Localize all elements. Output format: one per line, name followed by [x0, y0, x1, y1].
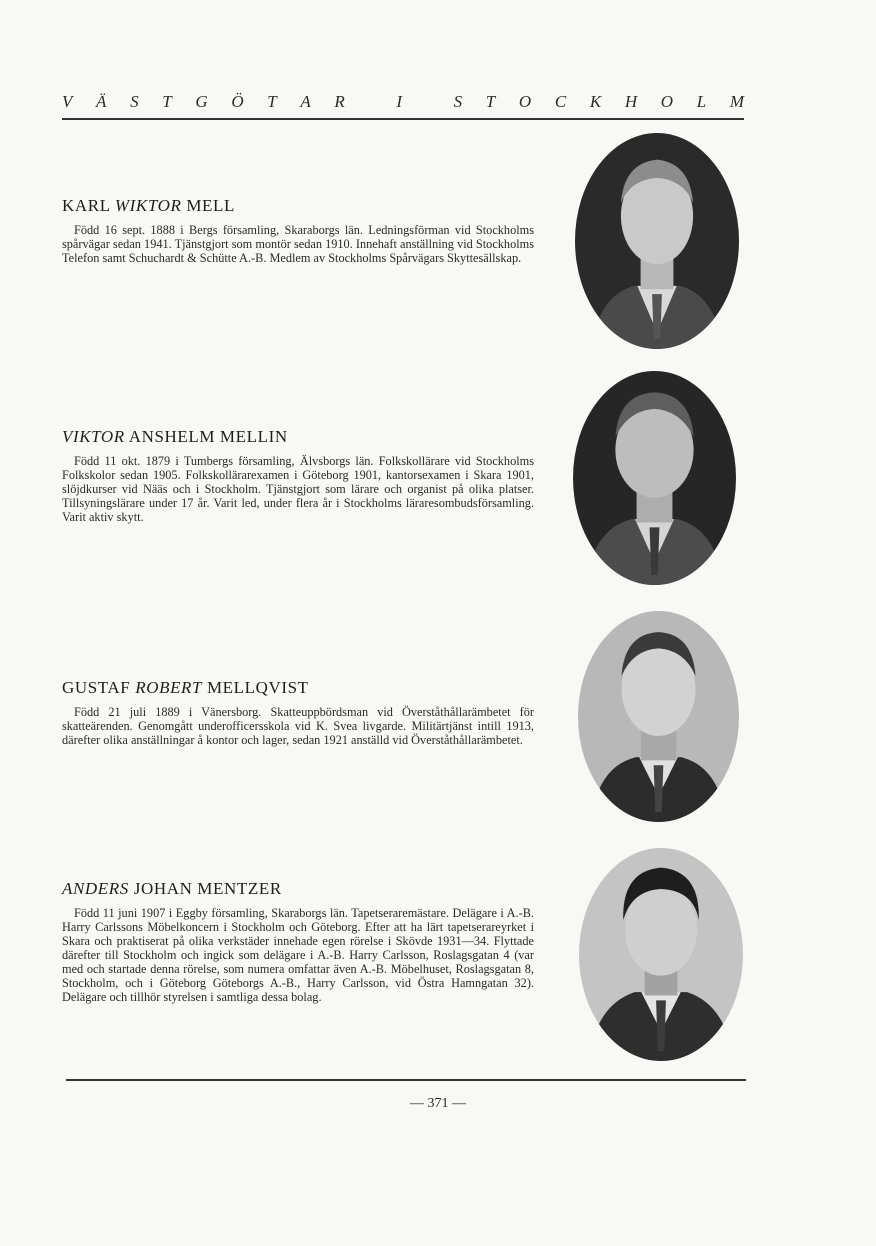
running-head-letter: M [729, 92, 744, 111]
running-head [62, 92, 744, 112]
running-head-letter: V [62, 92, 73, 111]
running-head-letter: S [453, 92, 463, 111]
biography-entry [62, 196, 534, 265]
person-name [62, 678, 534, 698]
name-part: KARL [62, 196, 115, 215]
running-head-space [426, 92, 430, 112]
running-head-letter: Ä [96, 92, 107, 111]
portrait-photo [579, 848, 743, 1061]
person-name [62, 879, 534, 899]
biography-text: Född 11 juni 1907 i Eggby församling, Skaraborgs län. Tapetseraremästare. Delägare i A.-B. Harry Carlssons Möbelkoncern i Stockholm och Göteborg. Efter att ha lärt tapetserareyrket i Skara och praktiserat på olika verkstäder innehade egen rörelse i Skövde 1931—34. Flyttade därefter till Stockholm och ingick som delägare i A.-B. Harry Carlsson, Roslagsgatan 4 (var med och startade denna rörelse, som numera omfattar även A.-B. Möbelhuset, Roslagsgatan 8, Stockholm, och i Göteborg Göteborgs A.-B., Harry Carlsson, vid Östra Hamngatan 32). Delägare och tillhör styrelsen i samtliga dessa bolag. [62, 906, 534, 1004]
page-number: — 371 — [410, 1096, 466, 1111]
biography-text: Född 16 sept. 1888 i Bergs församling, Skaraborgs län. Ledningsförman vid Stockholms spårvägar sedan 1941. Tjänstgjort som montör sedan 1910. Innehaft anställning vid Stockholms Telefon samt Schuchardt & Schütte A.-B. Medlem av Stockholms Spårvägars Skyttesällskap. [62, 223, 534, 265]
footer-rule [66, 1079, 746, 1081]
running-head-letter: O [518, 92, 532, 111]
running-head-letter: I [396, 92, 403, 111]
running-head-space [368, 92, 372, 112]
running-head-letter: C [554, 92, 567, 111]
running-head-letter: A [300, 92, 311, 111]
name-part: GUSTAF [62, 678, 136, 697]
name-part: MELLQVIST [202, 678, 309, 697]
portrait-photo [578, 611, 739, 822]
running-head-letter: Ö [231, 92, 244, 111]
name-part: MELL [181, 196, 236, 215]
biography-entry [62, 427, 534, 524]
person-name [62, 427, 534, 447]
name-part: JOHAN MENTZER [128, 879, 282, 898]
running-head-letter: L [696, 92, 707, 111]
running-head-letter: T [267, 92, 277, 111]
running-head-letter: R [334, 92, 345, 111]
name-part-italic: ROBERT [135, 678, 203, 697]
biography-entry [62, 678, 534, 747]
running-head-letter: T [485, 92, 496, 111]
biography-text: Född 11 okt. 1879 i Tumbergs församling, Älvsborgs län. Folkskollärare vid Stockholms Folkskolor sedan 1905. Folkskollärarexamen i Göteborg 1901, kantorsexamen i Skara 1901, slöjdkurser vid Nääs och i Stockholm. Tjänstgjort som lärare och organist på olika platser. Tillsyningslärare under 17 år. Varit led, under flera år i Stockholms läraresombudsförsamling. Varit aktiv skytt. [62, 454, 534, 524]
running-head-letter: O [660, 92, 674, 111]
running-head-letter: T [162, 92, 172, 111]
name-part-italic: WIKTOR [114, 196, 182, 215]
portrait-photo [573, 371, 736, 585]
biography-text: Född 21 juli 1889 i Vänersborg. Skatteuppbördsman vid Överståthållarämbetet för skatteärenden. Genomgått underofficersskola vid K. Svea livgarde. Militärtjänst intill 1913, därefter olika anställningar å kontor och lager, sedan 1921 anställd vid Överståthållarämbetet. [62, 705, 534, 747]
portrait-photo [575, 133, 739, 349]
running-head-letter: S [130, 92, 139, 111]
biography-entry [62, 879, 534, 1004]
person-name [62, 196, 534, 216]
name-part: ANSHELM MELLIN [124, 427, 288, 446]
name-part-italic: VIKTOR [62, 427, 125, 446]
name-part-italic: ANDERS [62, 879, 129, 898]
running-head-letter: G [195, 92, 208, 111]
running-head-letter: K [589, 92, 602, 111]
header-rule [62, 118, 744, 120]
running-head-letter: H [624, 92, 638, 111]
